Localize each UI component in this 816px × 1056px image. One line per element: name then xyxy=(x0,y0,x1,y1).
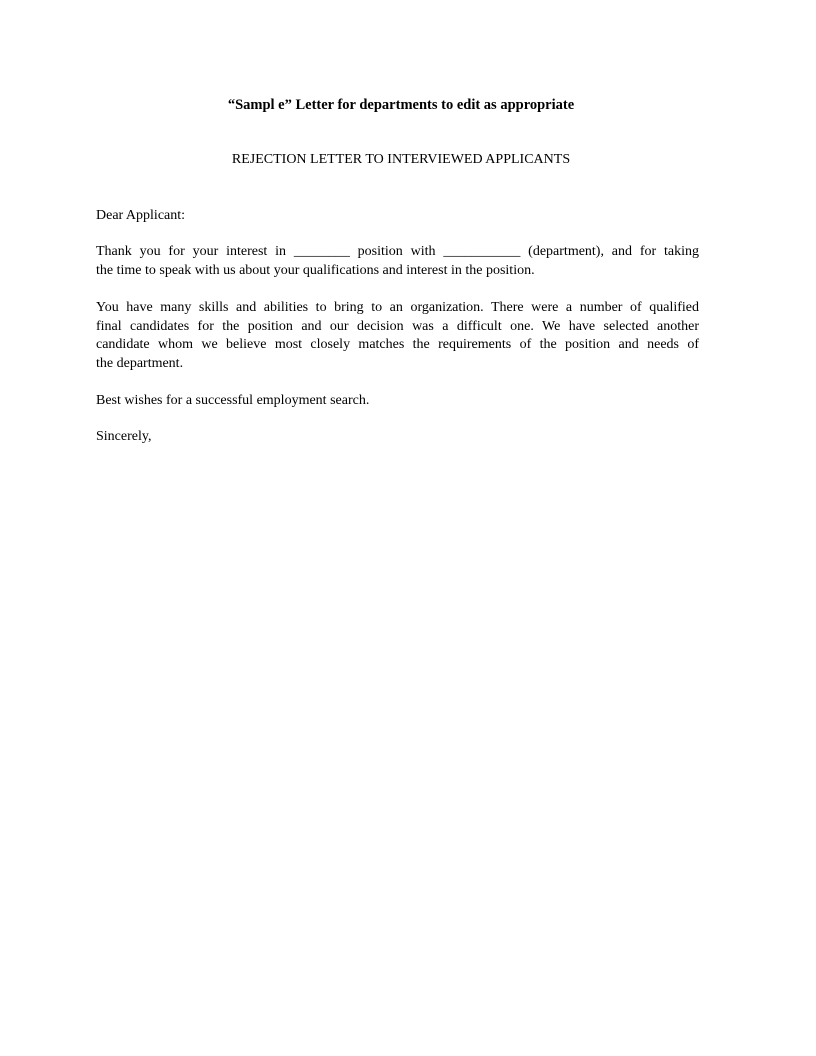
paragraph-line: Thank you for your interest in ________ position with ___________ (department), and for taking xyxy=(96,244,699,259)
paragraph-line: the department. xyxy=(96,355,184,371)
paragraph-line: Best wishes for a successful employment search. xyxy=(96,393,370,408)
document-subtitle: REJECTION LETTER TO INTERVIEWED APPLICANTS xyxy=(231,152,571,167)
paragraph-decision xyxy=(96,299,699,373)
closing-text: Sincerely, xyxy=(96,429,152,444)
paragraph-line: You have many skills and abilities to bring to an organization. There were a number of qualified xyxy=(96,300,699,315)
paragraph-line: the time to speak with us about your qualifications and interest in the position. xyxy=(96,262,535,278)
salutation-text: Dear Applicant: xyxy=(96,208,186,223)
paragraph-best-wishes xyxy=(96,392,699,411)
paragraph-line: candidate whom we believe most closely matches the requirements of the position and needs of xyxy=(96,337,699,352)
paragraph-line: final candidates for the position and our decision was a difficult one. We have selected another xyxy=(96,318,699,334)
document-title: “Sampl e” Letter for departments to edit as appropriate xyxy=(227,97,575,113)
paragraph-interest xyxy=(96,243,699,280)
salutation xyxy=(96,207,699,226)
closing xyxy=(96,428,699,447)
